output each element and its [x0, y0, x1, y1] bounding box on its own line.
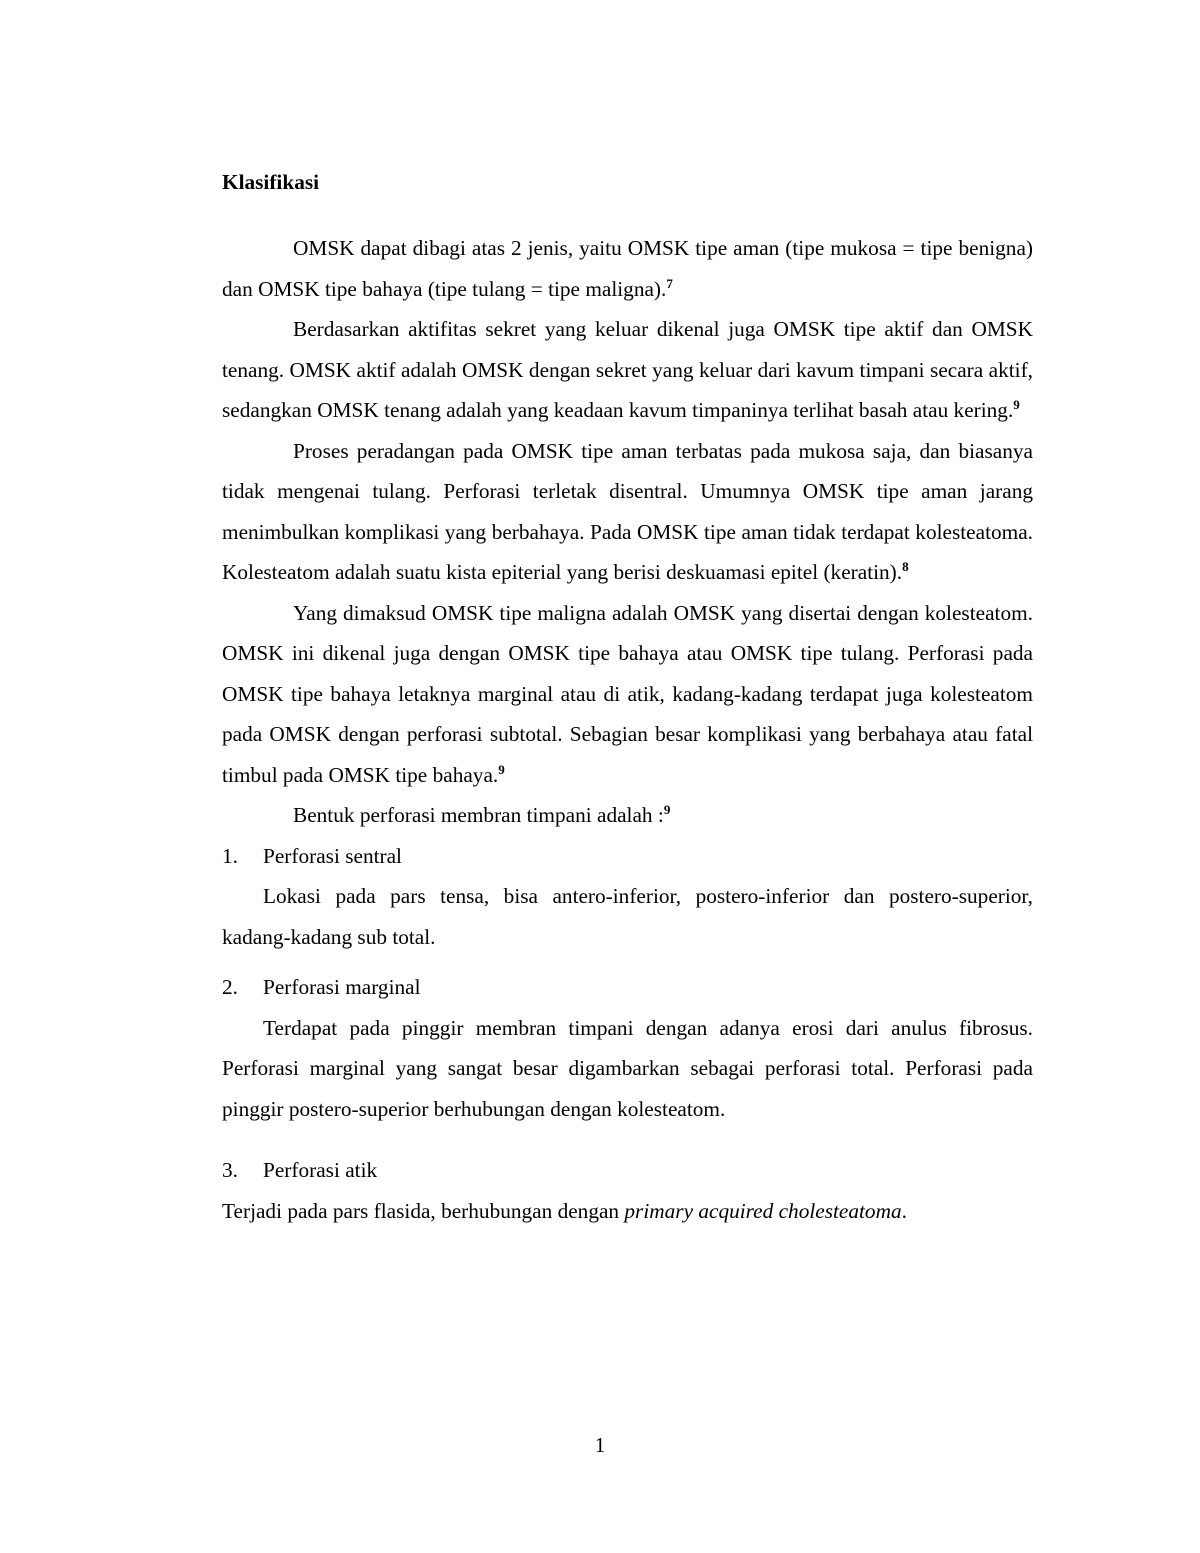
paragraph-text: OMSK dapat dibagi atas 2 jenis, yaitu OMSK tipe aman (tipe mukosa = tipe benigna) dan OMSK tipe bahaya (tipe tulang = tipe maligna).	[222, 236, 1033, 301]
paragraph-5	[222, 795, 1033, 836]
description-text: Terjadi pada pars flasida, berhubungan dengan	[222, 1198, 625, 1223]
paragraph-2	[222, 309, 1033, 431]
description-end: .	[901, 1198, 907, 1223]
reference-number: 9	[1013, 397, 1020, 412]
list-item-2-description: Terdapat pada pinggir membran timpani dengan adanya erosi dari anulus fibrosus. Perforasi marginal yang sangat besar digambarkan sebagai perforasi total. Perforasi pada pinggir postero-superior berhubungan dengan kolesteatom.	[222, 1015, 1033, 1121]
paragraph-3	[222, 431, 1033, 593]
reference-number: 7	[666, 275, 673, 291]
list-title: Perforasi atik	[263, 1158, 378, 1182]
paragraph-4	[222, 593, 1033, 796]
paragraph-text: Berdasarkan aktifitas sekret yang keluar dikenal juga OMSK tipe aktif dan OMSK tenang. OMSK aktif adalah OMSK dengan sekret yang keluar dari kavum timpani secara aktif, sedangkan OMSK tenang adalah yang keadaan kavum timpaninya terlihat basah atau kering.	[222, 317, 1033, 422]
list-number: 2.	[222, 975, 238, 999]
reference-number: 9	[663, 802, 671, 817]
paragraph-text: Bentuk perforasi membran timpani adalah :	[293, 803, 664, 827]
list-number: 3.	[222, 1158, 238, 1182]
list-item-1-heading	[222, 836, 1033, 877]
reference-number: 8	[902, 559, 909, 574]
list-item-3-heading	[222, 1150, 1033, 1191]
paragraph-1	[222, 228, 1033, 309]
paragraph-text: Proses peradangan pada OMSK tipe aman terbatas pada mukosa saja, dan biasanya tidak mengenai tulang. Perforasi terletak disentral. Umumnya OMSK tipe aman jarang menimbulkan komplikasi yang berbahaya. Pada OMSK tipe aman tidak terdapat kolesteatoma. Kolesteatom adalah suatu kista epiterial yang berisi deskuamasi epitel (keratin).	[222, 438, 1033, 584]
list-item-1-description: Lokasi pada pars tensa, bisa antero-inferior, postero-inferior dan postero-superior, kadang-kadang sub total.	[222, 884, 1033, 949]
list-number: 1.	[222, 843, 238, 868]
reference-number: 9	[498, 761, 505, 777]
description-italic-term: primary acquired cholesteatoma	[624, 1198, 902, 1223]
list-item-2-heading	[222, 967, 1033, 1008]
page-content	[222, 166, 1033, 1231]
spacer	[222, 1129, 1033, 1150]
list-item-3-description	[222, 1191, 1033, 1232]
list-title: Perforasi marginal	[263, 975, 421, 999]
spacer	[222, 957, 1033, 967]
paragraph-text: Yang dimaksud OMSK tipe maligna adalah OMSK yang disertai dengan kolesteatom. OMSK ini dikenal juga dengan OMSK tipe bahaya atau OMSK tipe tulang. Perforasi pada OMSK tipe bahaya letaknya marginal atau di atik, kadang-kadang terdapat juga kolesteatom pada OMSK dengan perforasi subtotal. Sebagian besar komplikasi yang berbahaya atau fatal timbul pada OMSK tipe bahaya.	[222, 600, 1033, 787]
section-heading: Klasifikasi	[222, 170, 320, 194]
list-title: Perforasi sentral	[263, 843, 402, 868]
page-number: 1	[594, 1433, 606, 1457]
